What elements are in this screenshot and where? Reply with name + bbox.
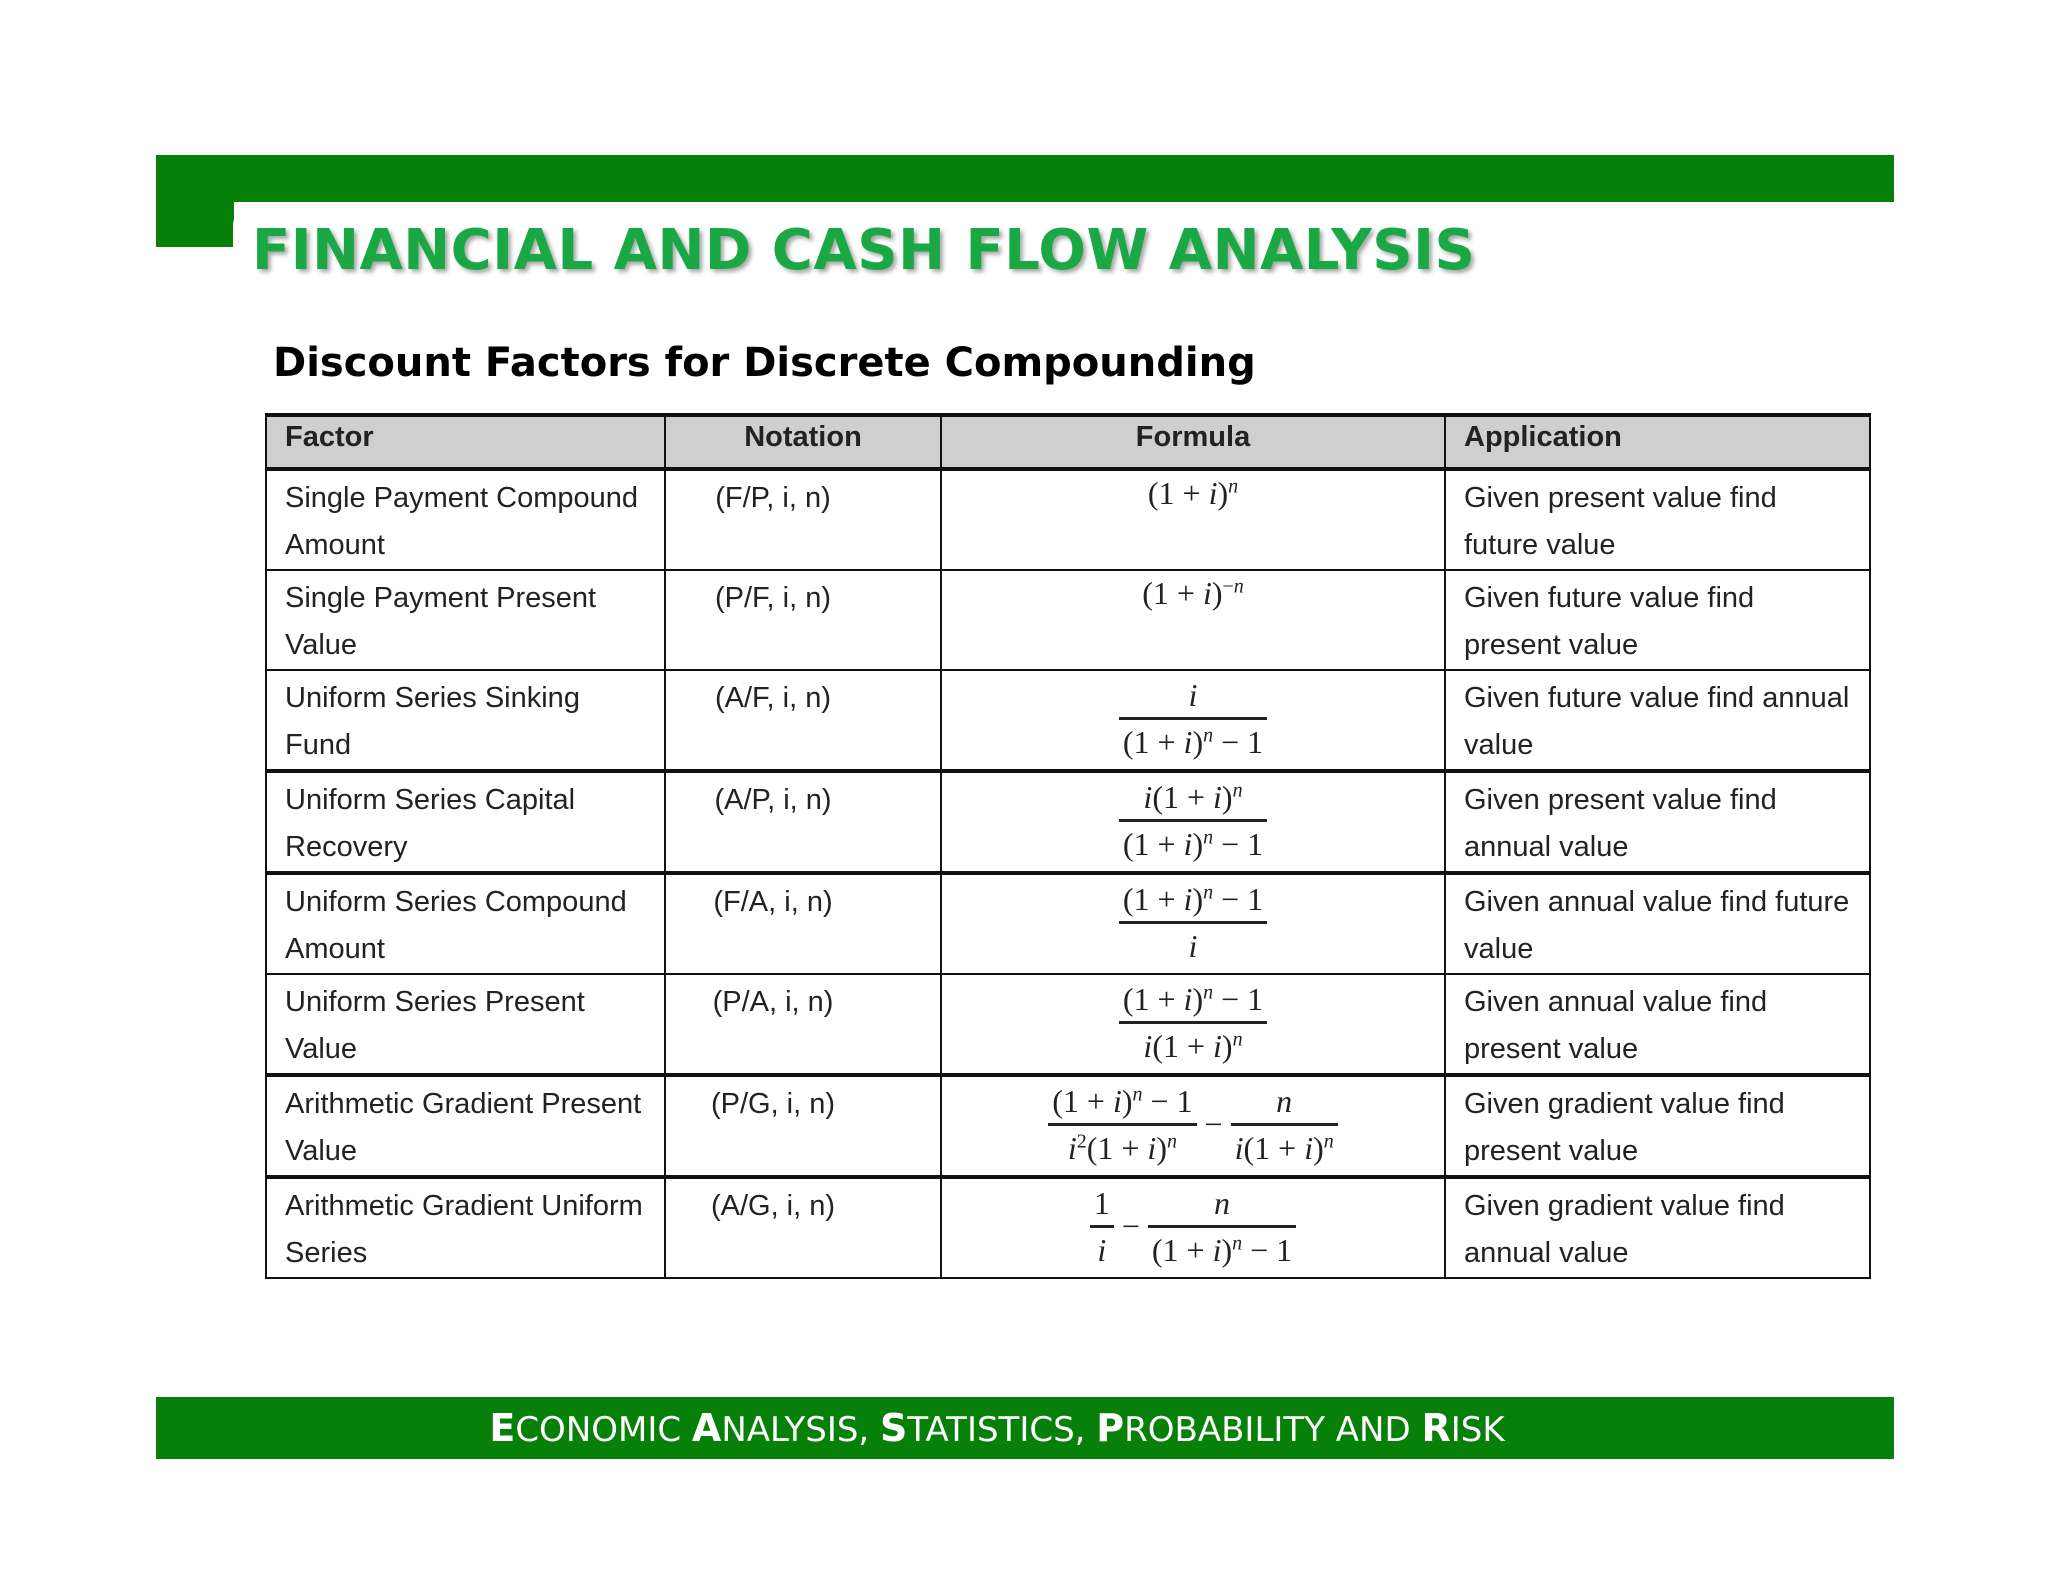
footer-word: ISK xyxy=(1450,1410,1505,1450)
formula-cell xyxy=(941,570,1445,670)
footer-cap: P xyxy=(1096,1406,1125,1450)
formula: $\frac{i}{(1 + i)^n - 1}$ xyxy=(942,673,1444,763)
application-cell: Given future value find present value xyxy=(1445,570,1870,670)
factor-cell: Single Payment Present Value xyxy=(266,570,665,670)
notation-cell: (P/F, i, n) xyxy=(665,570,941,670)
application-cell: Given annual value find future value xyxy=(1445,873,1870,974)
column-header-notation: Notation xyxy=(665,415,941,469)
table-title: Discount Factors for Discrete Compounding xyxy=(273,340,1256,386)
footer-word: NALYSIS, xyxy=(721,1410,881,1450)
application-cell: Given present value find future value xyxy=(1445,469,1870,570)
discount-factors-table-wrap xyxy=(265,413,1869,1269)
formula-cell xyxy=(941,873,1445,974)
factor-cell: Uniform Series Capital Recovery xyxy=(266,771,665,873)
table-row xyxy=(266,670,1870,771)
table-header-row xyxy=(266,415,1870,469)
footer-cap: A xyxy=(691,1406,722,1450)
formula: $(1 + i)^{-n}$ xyxy=(1142,575,1244,611)
factor-cell: Single Payment Compound Amount xyxy=(266,469,665,570)
notation-cell: (P/A, i, n) xyxy=(665,974,941,1075)
application-cell: Given gradient value find annual value xyxy=(1445,1177,1870,1278)
application-cell: Given future value find annual value xyxy=(1445,670,1870,771)
table-row xyxy=(266,1075,1870,1177)
formula: $\frac{(1 + i)^n - 1}{i(1 + i)^n}$ xyxy=(942,977,1444,1067)
formula: $\frac{i(1 + i)^n}{(1 + i)^n - 1}$ xyxy=(942,775,1444,865)
page-title: FINANCIAL AND CASH FLOW ANALYSIS xyxy=(252,218,1476,283)
notation-cell: (P/G, i, n) xyxy=(665,1075,941,1177)
table-row xyxy=(266,974,1870,1075)
footer-word: ROBABILITY AND xyxy=(1124,1410,1422,1450)
table-row xyxy=(266,771,1870,873)
factor-cell: Uniform Series Sinking Fund xyxy=(266,670,665,771)
discount-factors-table xyxy=(265,413,1871,1279)
footer-word: TATISTICS, xyxy=(907,1410,1097,1450)
footer-text xyxy=(489,1406,1504,1450)
formula-cell xyxy=(941,1075,1445,1177)
column-header-formula: Formula xyxy=(941,415,1445,469)
notation-cell: (F/P, i, n) xyxy=(665,469,941,570)
factor-cell: Uniform Series Present Value xyxy=(266,974,665,1075)
column-header-application: Application xyxy=(1445,415,1870,469)
footer-band xyxy=(156,1397,1894,1459)
notation-cell: (A/G, i, n) xyxy=(665,1177,941,1278)
header-band xyxy=(156,155,1894,202)
factor-cell: Arithmetic Gradient Present Value xyxy=(266,1075,665,1177)
notation-cell: (F/A, i, n) xyxy=(665,873,941,974)
notation-cell: (A/P, i, n) xyxy=(665,771,941,873)
formula-cell xyxy=(941,469,1445,570)
footer-cap: R xyxy=(1421,1406,1451,1450)
formula-cell xyxy=(941,670,1445,771)
column-header-factor: Factor xyxy=(266,415,665,469)
footer-cap: S xyxy=(880,1406,908,1450)
formula-cell xyxy=(941,1177,1445,1278)
footer-word: CONOMIC xyxy=(515,1410,692,1450)
factor-cell: Uniform Series Compound Amount xyxy=(266,873,665,974)
formula: $\frac{1}{i}$ − $\frac{n}{(1 + i)^n - 1}$ xyxy=(942,1181,1444,1271)
table-row xyxy=(266,1177,1870,1278)
formula: $(1 + i)^n$ xyxy=(1147,475,1239,511)
table-row xyxy=(266,570,1870,670)
table-row xyxy=(266,469,1870,570)
application-cell: Given present value find annual value xyxy=(1445,771,1870,873)
table-row xyxy=(266,873,1870,974)
footer-cap: E xyxy=(489,1406,516,1450)
formula: $\frac{(1 + i)^n - 1}{i}$ xyxy=(942,877,1444,967)
formula-cell xyxy=(941,974,1445,1075)
formula-cell xyxy=(941,771,1445,873)
formula: $\frac{(1 + i)^n - 1}{i^2(1 + i)^n}$ − $\frac{n}{i(1 + i)^n}$ xyxy=(942,1079,1444,1169)
notation-cell: (A/F, i, n) xyxy=(665,670,941,771)
factor-cell: Arithmetic Gradient Uniform Series xyxy=(266,1177,665,1278)
header-band-tab xyxy=(156,155,234,247)
application-cell: Given annual value find present value xyxy=(1445,974,1870,1075)
application-cell: Given gradient value find present value xyxy=(1445,1075,1870,1177)
